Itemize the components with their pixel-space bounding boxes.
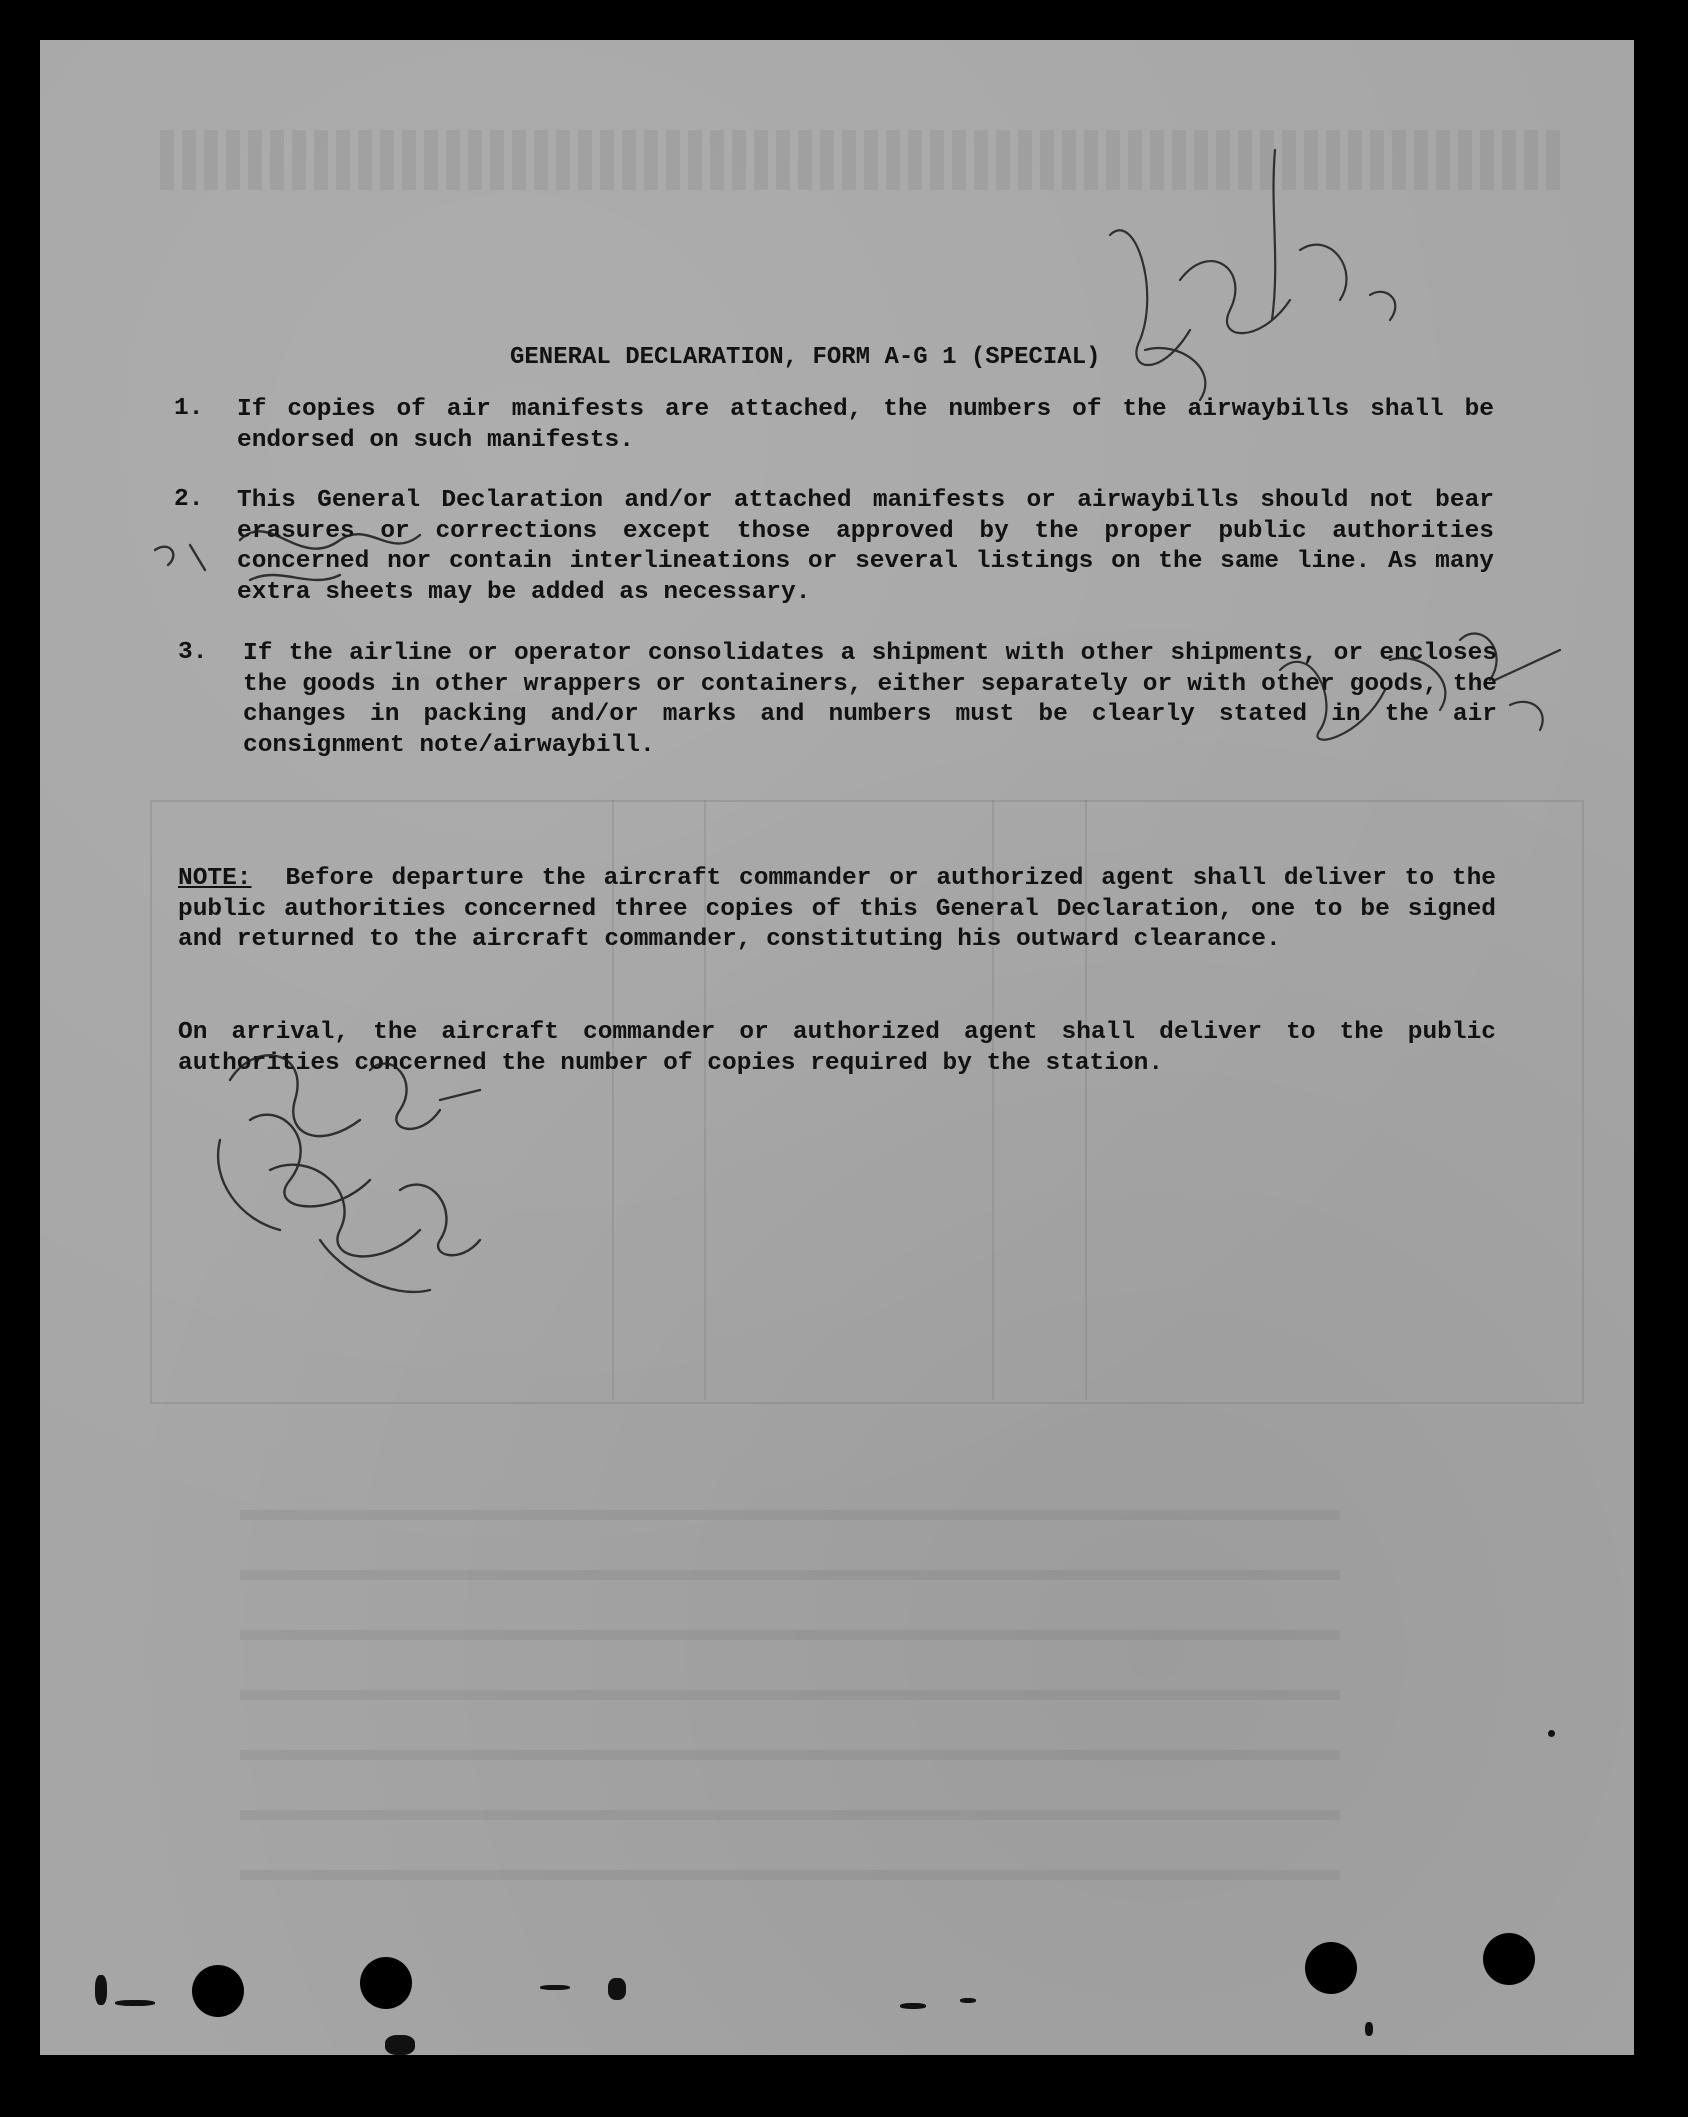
form-title: GENERAL DECLARATION, FORM A-G 1 (SPECIAL) [510, 344, 1101, 371]
arrival-paragraph: On arrival, the aircraft commander or authorized agent shall deliver to the public authorities concerned the number of copies required by the station. [178, 1019, 1496, 1077]
punch-hole [1483, 1933, 1535, 1985]
item-number: 3. [178, 639, 208, 666]
speck [385, 2035, 415, 2055]
handwritten-signature-bottom-left [218, 1055, 480, 1292]
item-text: If the airline or operator consolidates a shipment with other shipments, or encloses the goods in other wrappers or containers, either separately or with other goods, the changes in packing and/or marks and numbers must be clearly stated in the air consignment note/airwaybill. [243, 640, 1497, 759]
handwritten-marks [40, 40, 1634, 2055]
punch-hole [192, 1965, 244, 2017]
item-number: 1. [174, 395, 204, 422]
punch-hole [360, 1957, 412, 2009]
handwritten-signature-top-right [1110, 150, 1395, 400]
note-text: Before departure the aircraft commander or authorized agent shall deliver to the public authorities concerned three copies of this General Declaration, one to be signed and returned to the aircraft commander, constituting his outward clearance. [178, 865, 1496, 953]
speck [960, 1998, 976, 2003]
speck [900, 2003, 926, 2009]
punch-hole [1305, 1942, 1357, 1994]
item-text: If copies of air manifests are attached, the numbers of the airwaybills shall be endorsed on such manifests. [237, 396, 1494, 454]
item-number: 2. [174, 486, 204, 513]
speck [1365, 2022, 1373, 2036]
handwritten-initials-item3 [1280, 634, 1560, 740]
speck [608, 1978, 626, 2000]
scanned-page [40, 40, 1634, 2055]
speck [1548, 1730, 1555, 1737]
speck [115, 2000, 155, 2006]
note-label: NOTE: [178, 865, 252, 892]
speck [95, 1975, 107, 2005]
handwritten-mark-item2 [155, 531, 420, 580]
speck [540, 1985, 570, 1990]
item-text: This General Declaration and/or attached manifests or airwaybills should not bear erasures or corrections except those approved by the proper public authorities concerned nor contain interlineations or several listings on the same line. As many extra sheets may be added as necessary. [237, 487, 1494, 606]
